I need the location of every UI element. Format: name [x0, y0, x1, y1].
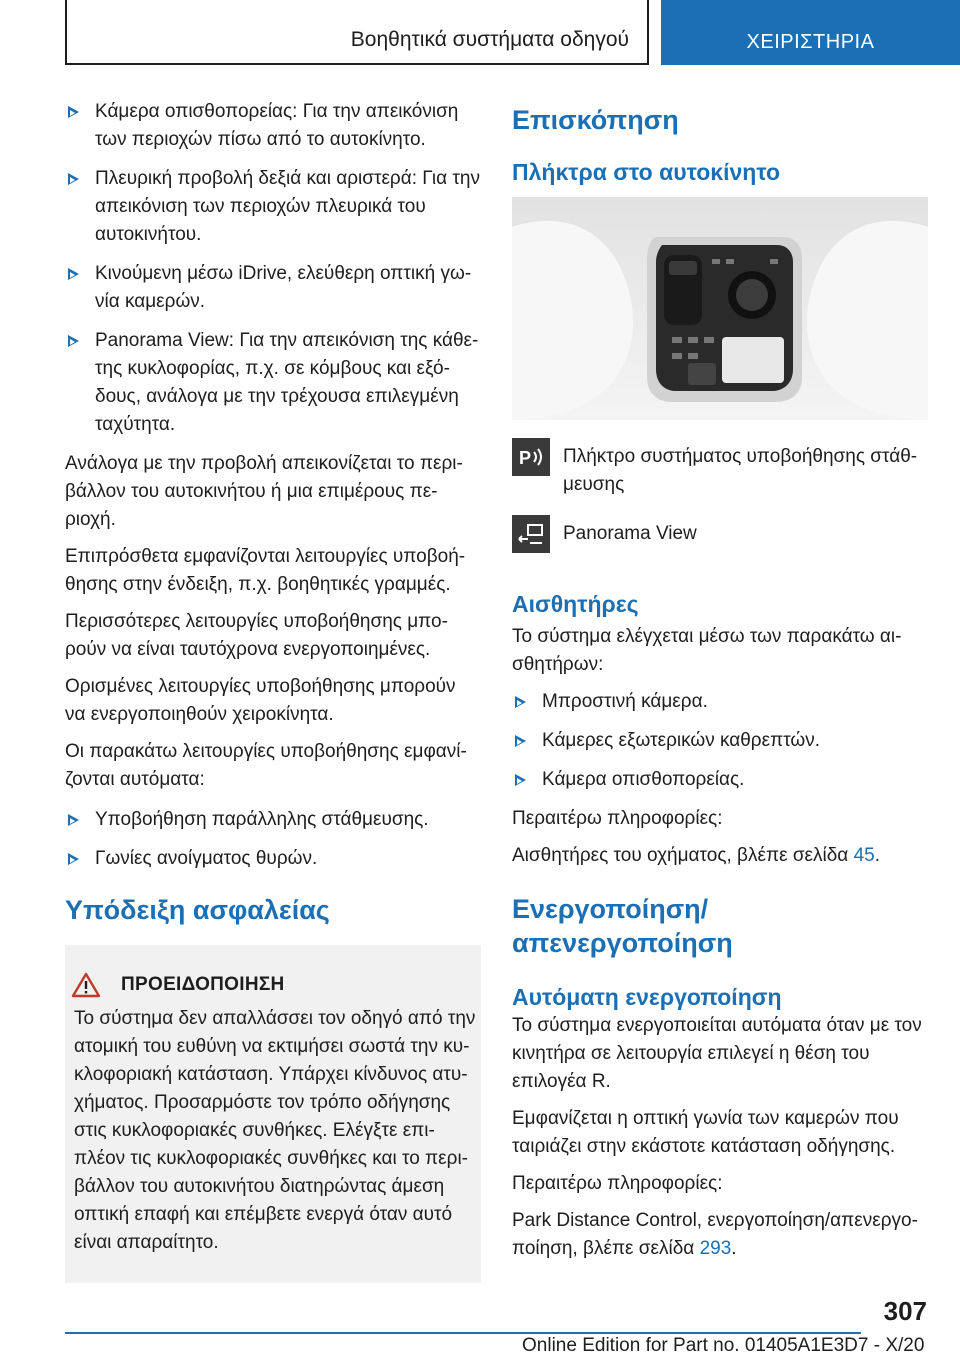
center-console-photo [512, 197, 928, 420]
list-item: Μπροστινή κάμερα. [512, 688, 928, 716]
header-section-title: Βοηθητικά συστήματα οδηγού [350, 28, 629, 51]
list-item: Κάμερα οπισθοπορείας: Για την απεικόνιση των περιοχών πίσω από το αυτοκίνητο. [65, 98, 481, 154]
right-column [512, 98, 928, 1272]
parking-assist-label: Πλήκτρο συστήματος υποβοήθησης στάθμευσης [563, 446, 918, 495]
page-link[interactable]: 293 [699, 1238, 732, 1259]
icon-row [512, 515, 928, 553]
sensors-reference: Αισθητήρες του οχήματος, βλέπε σελίδα 45. [512, 845, 880, 866]
bullet-triangle-icon [66, 263, 82, 283]
warning-box [65, 945, 481, 1283]
left-column [65, 98, 481, 1283]
more-info-label: Περαιτέρω πληροφορίες: [512, 808, 723, 829]
buttons-heading: Πλήκτρα στο αυτοκίνητο [512, 159, 781, 185]
page-link[interactable]: 45 [853, 845, 875, 866]
icon-row [512, 438, 928, 499]
list-item: Κάμερες εξωτερικών καθρεπτών. [512, 727, 928, 755]
list-item: Κάμερα οπισθοπορείας. [512, 766, 928, 794]
activation-heading: Ενεργοποίηση/απενεργοποίηση [512, 894, 733, 958]
pdc-reference: Park Distance Control, ενεργοποίηση/απενεργοποίηση, βλέπε σελίδα 293. [512, 1210, 918, 1259]
list-item: Panorama View: Για την απεικόνιση της κάθετης κυκλοφορίας, π.χ. σε κόμβους και εξόδους, ανάλογα με την τρέχουσα επιλεγμένη ταχύτητα. [65, 327, 481, 439]
overview-heading: Επισκόπηση [512, 105, 679, 135]
panorama-view-label: Panorama View [563, 523, 697, 544]
bullet-triangle-icon [66, 168, 82, 188]
bullet-triangle-icon [66, 848, 82, 868]
warning-title: ΠΡΟΕΙΔΟΠΟΙΗΣΗ [121, 974, 285, 995]
parking-assist-icon [512, 438, 550, 476]
camera-views-list [65, 98, 481, 439]
safety-heading: Υπόδειξη ασφαλείας [65, 895, 330, 925]
warning-text: Το σύστημα δεν απαλλάσσει τον οδηγό από την ατομική του ευθύνη να εκτιμήσει σωστά την κυκλοφοριακή κατάσταση. Υπάρχει κίνδυνος ατυχήματος. Προσαρμόστε τον τρόπο οδήγησης στις κυκλοφοριακές συνθήκες. Ελέγξτε επιπλέον τις κυκλοφοριακές συνθήκες και το περιβάλλον του αυτοκινήτου διατηρώντας άμεση οπτική επαφή και επέμβετε ενεργά όταν αυτό είναι απαραίτητο. [74, 1008, 476, 1253]
auto-functions-list [65, 806, 481, 873]
warning-header [65, 971, 481, 999]
auto-activation-heading: Αυτόματη ενεργοποίηση [512, 984, 782, 1010]
header-chapter-tab [661, 0, 960, 65]
list-item: Κινούμενη μέσω iDrive, ελεύθερη οπτική γωνία καμερών. [65, 260, 481, 316]
bullet-triangle-icon [66, 809, 82, 829]
list-item: Υποβοήθηση παράλληλης στάθμευσης. [65, 806, 481, 834]
page-header [0, 0, 960, 66]
paragraph: Ορισμένες λειτουργίες υποβοήθησης μπορούν να ενεργοποιηθούν χειροκίνητα. [65, 676, 456, 725]
bullet-triangle-icon [66, 101, 82, 121]
paragraph: Το σύστημα ενεργοποιείται αυτόματα όταν με τον κινητήρα σε λειτουργία επιλεγεί η θέση του επιλογέα R. [512, 1015, 922, 1092]
sensors-list [512, 688, 928, 794]
bullet-triangle-icon [513, 769, 529, 789]
console-image [512, 197, 928, 420]
panorama-view-icon [512, 515, 550, 553]
sensors-heading: Αισθητήρες [512, 591, 639, 617]
paragraph: Ανάλογα με την προβολή απεικονίζεται το περιβάλλον του αυτοκινήτου ή μια επιμέρους περιοχή. [65, 453, 463, 530]
paragraph: Περισσότερες λειτουργίες υποβοήθησης μπορούν να είναι ταυτόχρονα ενεργοποιημένες. [65, 611, 448, 660]
header-section-box [65, 0, 649, 65]
sensors-intro: Το σύστημα ελέγχεται μέσω των παρακάτω αισθητήρων: [512, 626, 902, 675]
footer-divider [65, 1332, 861, 1334]
paragraph: Εμφανίζεται η οπτική γωνία των καμερών που ταιριάζει στην εκάστοτε κατάσταση οδήγησης. [512, 1108, 899, 1157]
bullet-triangle-icon [66, 330, 82, 350]
paragraph: Επιπρόσθετα εμφανίζονται λειτουργίες υποβοήθησης στην ένδειξη, π.χ. βοηθητικές γραμμές. [65, 546, 466, 595]
warning-triangle-icon [71, 972, 101, 998]
list-item: Πλευρική προβολή δεξιά και αριστερά: Για την απεικόνιση των περιοχών πλευρικά του αυτοκινήτου. [65, 165, 481, 249]
header-chapter-label: ΧΕΙΡΙΣΤΗΡΙΑ [746, 31, 875, 53]
bullet-triangle-icon [513, 730, 529, 750]
footer-edition: Online Edition for Part no. 01405A1E3D7 - X/20 [522, 1335, 925, 1356]
list-item: Γωνίες ανοίγματος θυρών. [65, 845, 481, 873]
more-info-label: Περαιτέρω πληροφορίες: [512, 1173, 723, 1194]
paragraph: Οι παρακάτω λειτουργίες υποβοήθησης εμφανίζονται αυτόματα: [65, 741, 467, 790]
bullet-triangle-icon [513, 691, 529, 711]
svg-text:P: P [519, 448, 532, 468]
page-number: 307 [883, 1296, 927, 1326]
